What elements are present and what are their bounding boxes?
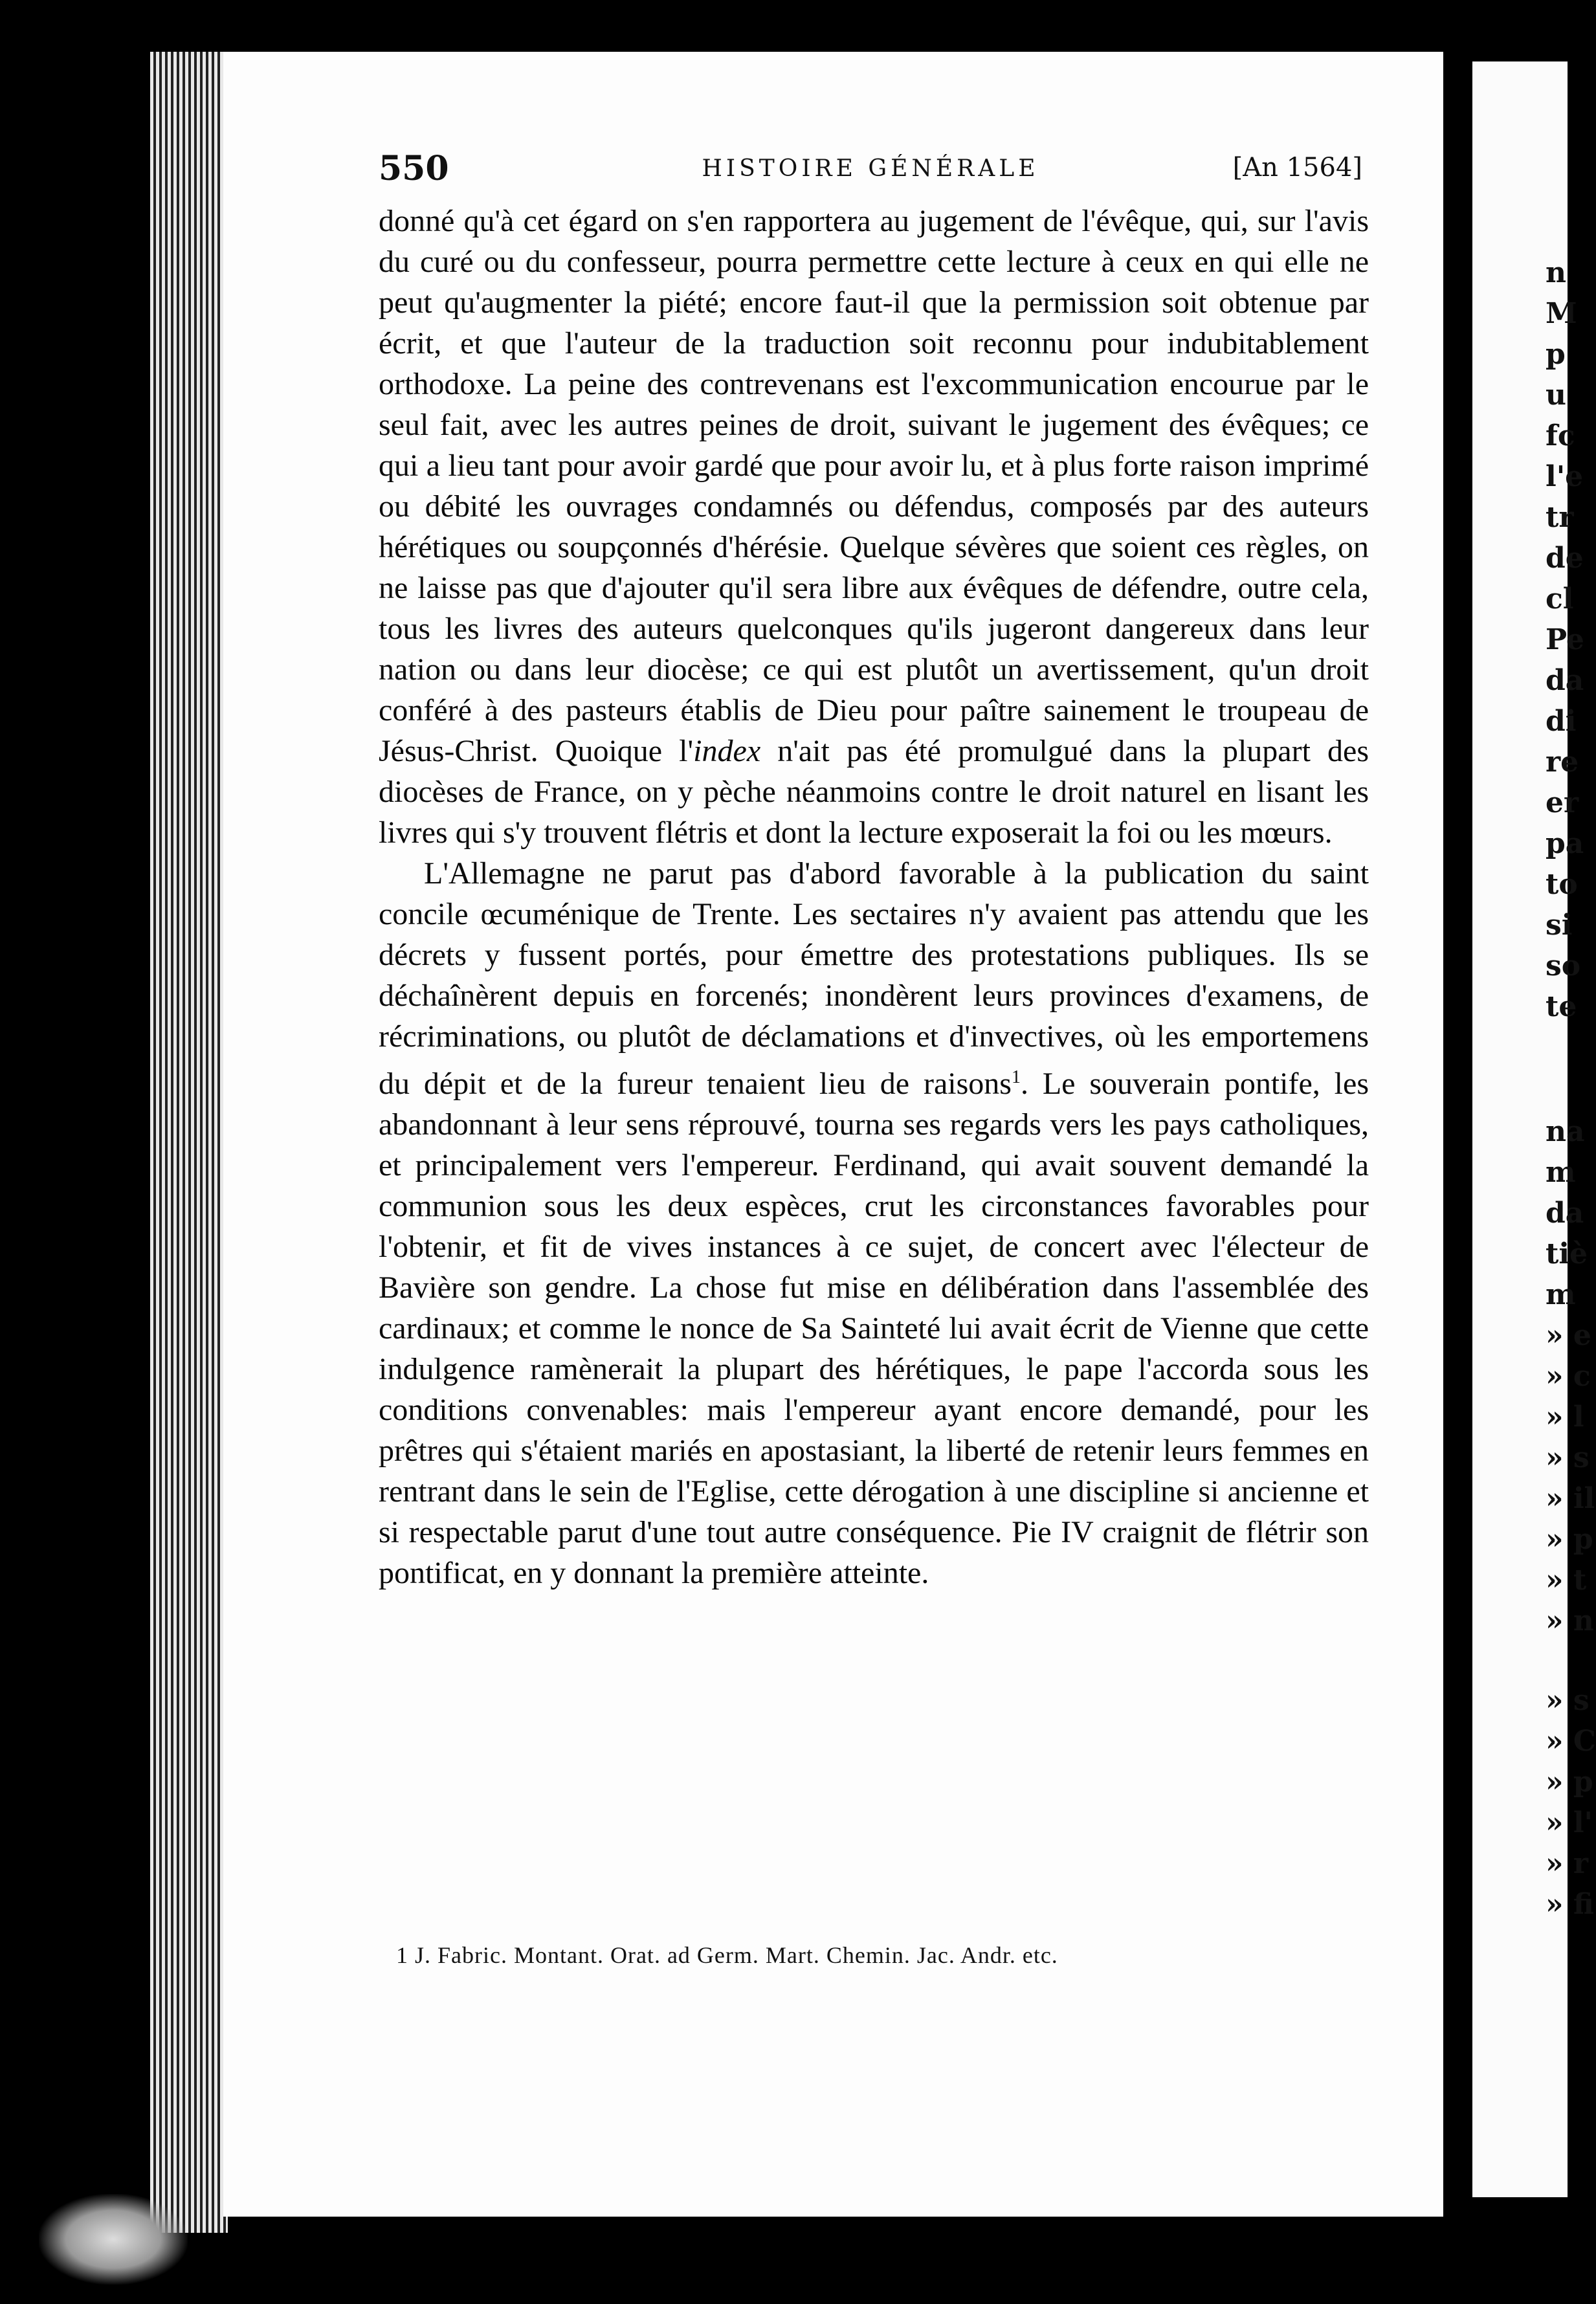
facing-line: si <box>1546 909 1573 942</box>
facing-line: » n <box>1546 1604 1594 1637</box>
facing-line: M <box>1546 297 1577 330</box>
facing-line: » p <box>1546 1523 1593 1556</box>
year-marker: [An 1564] <box>1232 153 1362 183</box>
main-text <box>379 201 1369 1593</box>
facing-line: da <box>1546 664 1584 697</box>
facing-line: » r <box>1546 1847 1588 1880</box>
facing-line: » l' <box>1546 1806 1593 1839</box>
facing-line: » t <box>1546 1564 1587 1597</box>
paragraph <box>379 853 1369 1593</box>
facing-line: » e <box>1546 1319 1591 1352</box>
paragraph-text: . Le souverain pontife, les abandonnant à leur sens réprouvé, tourna ses regards vers les pays catholiques, et principalement vers l'empereur. Ferdinand, qui avait souvent demandé la communion sous les deux espèces, crut les circonstances favorables pour l'obtenir, et fit de vives instances à ce sujet, de concert avec l'électeur de Bavière son gendre. La chose fut mise en délibération dans l'assemblée des cardinaux; et comme le nonce de Sa Sainteté lui avait écrit de Vienne que cette indulgence ramènerait la plupart des hérétiques, le pape l'accorda sous les conditions convenables: mais l'empereur ayant encore demandé, pour les prêtres qui s'étaient mariés en apostasiant, la liberté de retenir leurs femmes en rentrant dans le sein de l'Eglise, cette dérogation à une discipline si ancienne et si respectable parut d'une tout autre conséquence. Pie IV craignit de flétrir son pontificat, en y donnant la première atteinte. <box>379 1067 1369 1590</box>
page-header <box>379 149 1362 194</box>
paragraph <box>379 201 1369 853</box>
facing-line: re <box>1546 746 1579 779</box>
facing-line: tr <box>1546 501 1574 534</box>
footnote-marker: 1 <box>1011 1067 1021 1087</box>
facing-page-text <box>1546 252 1596 1925</box>
facing-line: » il <box>1546 1482 1595 1515</box>
paragraph-text: n'ait pas été promulgué dans la plupart des diocèses de France, on y pèche néanmoins contre le droit naturel en lisant les livres qui s'y trouvent flétris et dont la lecture exposerait la foi ou les mœurs. <box>379 734 1369 850</box>
facing-line: da <box>1546 1197 1584 1230</box>
facing-line: » s <box>1546 1684 1590 1717</box>
facing-line: » c <box>1546 1360 1591 1393</box>
facing-line: di <box>1546 705 1577 738</box>
facing-line: » C <box>1546 1725 1596 1758</box>
facing-line: l'e <box>1546 460 1584 493</box>
facing-line: u <box>1546 379 1566 412</box>
facing-line: » fi <box>1546 1888 1594 1921</box>
facing-line: » l <box>1546 1401 1584 1434</box>
facing-line: p <box>1546 338 1566 371</box>
facing-line: n <box>1546 256 1566 289</box>
facing-line: pa <box>1546 827 1584 860</box>
page-number: 550 <box>379 149 449 188</box>
facing-line: so <box>1546 949 1581 982</box>
italic-word: index <box>693 734 761 768</box>
facing-gap <box>1546 1641 1568 1680</box>
footnote: 1 J. Fabric. Montant. Orat. ad Germ. Mart. Chemin. Jac. Andr. etc. <box>396 1942 1058 1968</box>
paragraph-text: L'Allemagne ne parut pas d'abord favorable à la publication du saint concile œcuménique de Trente. Les sectaires n'y avaient pas attendu que les décrets y fussent portés, pour émettre des protestations publiques. Ils se déchaînèrent depuis en forcenés; inondèrent leurs provinces d'examens, de récriminations, ou plutôt de déclamations et d'invectives, où les emportemens du dépit et de la fureur tenaient lieu de raisons <box>379 856 1369 1101</box>
facing-line: to <box>1546 868 1578 901</box>
facing-line: » s <box>1546 1441 1590 1474</box>
paragraph-text: donné qu'à cet égard on s'en rapportera au jugement de l'évêque, qui, sur l'avis du curé ou du confesseur, pourra permettre cette lecture à ceux en qui elle ne peut qu'augmenter la piété; encore faut-il que la permission soit obtenue par écrit, et que l'auteur de la traduction soit reconnu pour indubitablement orthodoxe. La peine des contrevenans est l'excommunication encourue par le seul fait, avec les autres peines de droit, suivant le jugement des évêques; ce qui a lieu tant pour avoir gardé que pour avoir lu, et à plus forte raison imprimé ou débité les ouvrages condamnés ou défendus, composés par des auteurs hérétiques ou soupçonnés d'hérésie. Quelque sévères que soient ces règles, on ne laisse pas que d'ajouter qu'il sera libre aux évêques de défendre, outre cela, tous les livres des auteurs quelconques qu'ils jugeront dangereux dans leur nation ou dans leur diocèse; ce qui est plutôt un avertissement, qu'un droit conféré à des pasteurs établis de Dieu pour paître sainement le troupeau de Jésus-Christ. Quoique l' <box>379 204 1369 768</box>
page-edges <box>150 52 228 2233</box>
facing-line: er <box>1546 786 1579 819</box>
facing-line: de <box>1546 542 1584 575</box>
facing-line: na <box>1546 1115 1585 1148</box>
facing-line: m <box>1546 1156 1576 1189</box>
facing-line: m <box>1546 1278 1576 1311</box>
facing-line: cl <box>1546 582 1574 615</box>
facing-gap <box>1546 1027 1568 1111</box>
scan-smudge <box>39 2194 188 2285</box>
facing-line: te <box>1546 990 1577 1023</box>
running-title: HISTOIRE GÉNÉRALE <box>702 155 1039 182</box>
facing-line: » p <box>1546 1766 1593 1799</box>
facing-line: fc <box>1546 419 1575 452</box>
facing-line: Pe <box>1546 623 1584 656</box>
facing-line: tiè <box>1546 1237 1588 1270</box>
